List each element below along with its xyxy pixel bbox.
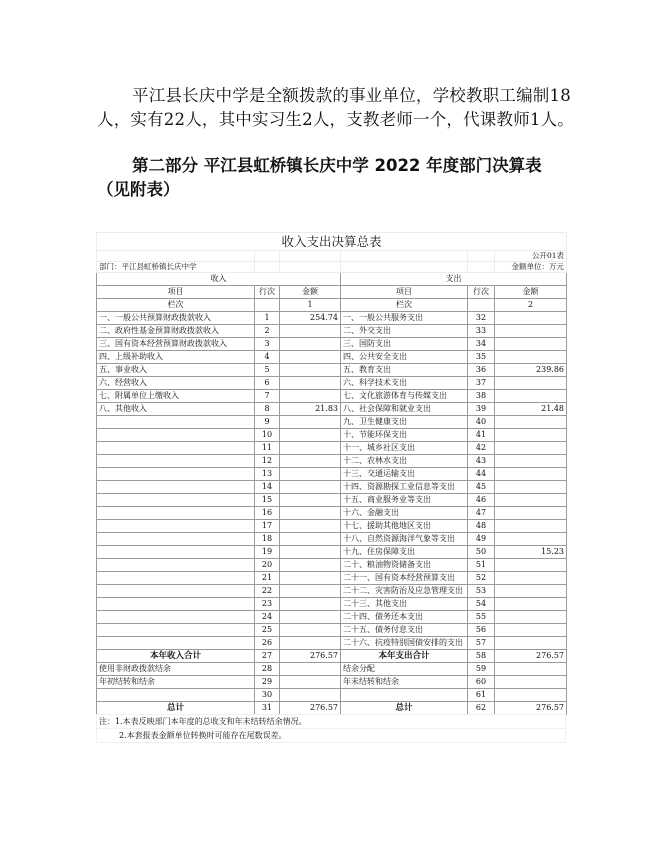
expense-item: 五、教育支出 bbox=[341, 364, 468, 377]
table-row bbox=[97, 442, 567, 455]
expense-amount bbox=[495, 312, 567, 325]
expense-item: 一、一般公共服务支出 bbox=[341, 312, 468, 325]
income-row-number: 16 bbox=[255, 507, 280, 520]
note-1: 注：1.本表反映部门本年度的总收支和年末结转结余情况。 bbox=[97, 715, 566, 729]
income-row-number: 23 bbox=[255, 598, 280, 611]
expense-row-number: 43 bbox=[468, 455, 495, 468]
income-amount bbox=[280, 559, 341, 572]
income-item: 使用非财政拨款结余 bbox=[97, 663, 255, 676]
expense-lanci: 栏次 bbox=[341, 299, 468, 312]
income-row-number: 31 bbox=[255, 702, 280, 715]
expense-row-number: 44 bbox=[468, 468, 495, 481]
expense-row-number: 60 bbox=[468, 676, 495, 689]
table-row bbox=[97, 689, 567, 702]
income-amount: 276.57 bbox=[280, 702, 341, 715]
income-row-number: 27 bbox=[255, 650, 280, 663]
income-row-number: 22 bbox=[255, 585, 280, 598]
income-expense-summary-table bbox=[96, 232, 566, 743]
income-amount bbox=[280, 533, 341, 546]
income-amount bbox=[280, 377, 341, 390]
income-amount bbox=[280, 416, 341, 429]
income-row-number: 3 bbox=[255, 338, 280, 351]
expense-col-row: 行次 bbox=[468, 286, 495, 299]
income-amount bbox=[280, 676, 341, 689]
income-amount bbox=[280, 364, 341, 377]
expense-amount: 15.23 bbox=[495, 546, 567, 559]
income-amount bbox=[280, 611, 341, 624]
expense-amount bbox=[495, 325, 567, 338]
income-item bbox=[97, 520, 255, 533]
expense-amount bbox=[495, 533, 567, 546]
expense-amount bbox=[495, 624, 567, 637]
section-heading bbox=[97, 154, 577, 202]
section-heading-line2: （见附表） bbox=[97, 180, 180, 199]
income-item bbox=[97, 559, 255, 572]
income-row-number: 7 bbox=[255, 390, 280, 403]
table-row bbox=[97, 624, 567, 637]
income-item bbox=[97, 533, 255, 546]
expense-row-number: 47 bbox=[468, 507, 495, 520]
table-row bbox=[97, 364, 567, 377]
income-amount bbox=[280, 455, 341, 468]
expense-row-number: 48 bbox=[468, 520, 495, 533]
income-row-number: 24 bbox=[255, 611, 280, 624]
income-amount bbox=[280, 572, 341, 585]
income-item bbox=[97, 455, 255, 468]
table-row bbox=[97, 416, 567, 429]
subtotal-row bbox=[97, 650, 567, 663]
income-item bbox=[97, 598, 255, 611]
expense-row-number: 50 bbox=[468, 546, 495, 559]
income-row-number: 20 bbox=[255, 559, 280, 572]
expense-amount bbox=[495, 572, 567, 585]
expense-amount bbox=[495, 468, 567, 481]
expense-amount bbox=[495, 442, 567, 455]
table-row bbox=[97, 585, 567, 598]
expense-amount bbox=[495, 507, 567, 520]
table-row bbox=[97, 390, 567, 403]
expense-item: 十七、援助其他地区支出 bbox=[341, 520, 468, 533]
expense-item: 二十四、债务还本支出 bbox=[341, 611, 468, 624]
income-item bbox=[97, 468, 255, 481]
income-row-number: 4 bbox=[255, 351, 280, 364]
income-amount bbox=[280, 338, 341, 351]
expense-amount bbox=[495, 494, 567, 507]
expense-amount: 239.86 bbox=[495, 364, 567, 377]
income-col-number: 1 bbox=[280, 299, 341, 312]
income-row-number: 10 bbox=[255, 429, 280, 442]
income-item bbox=[97, 585, 255, 598]
expense-item: 年末结转和结余 bbox=[341, 676, 468, 689]
income-col-row: 行次 bbox=[255, 286, 280, 299]
expense-row-number: 36 bbox=[468, 364, 495, 377]
expense-item: 本年支出合计 bbox=[341, 650, 468, 663]
income-row-number: 28 bbox=[255, 663, 280, 676]
table-row bbox=[97, 637, 567, 650]
income-item: 六、经营收入 bbox=[97, 377, 255, 390]
expense-item: 二十五、债务付息支出 bbox=[341, 624, 468, 637]
expense-item: 六、科学技术支出 bbox=[341, 377, 468, 390]
table-title: 收入支出决算总表 bbox=[97, 233, 567, 251]
income-amount bbox=[280, 442, 341, 455]
intro-paragraph: 平江县长庆中学是全额拨款的事业单位，学校教职工编制18人，实有22人，其中实习生2人，支教老师一个，代课教师1人。 bbox=[97, 86, 574, 129]
expense-amount bbox=[495, 689, 567, 702]
income-amount bbox=[280, 390, 341, 403]
expense-item: 二十一、国有资本经营预算支出 bbox=[341, 572, 468, 585]
expense-amount bbox=[495, 351, 567, 364]
expense-row-number: 59 bbox=[468, 663, 495, 676]
income-item bbox=[97, 546, 255, 559]
income-amount bbox=[280, 624, 341, 637]
expense-row-number: 49 bbox=[468, 533, 495, 546]
expense-amount bbox=[495, 481, 567, 494]
expense-amount bbox=[495, 390, 567, 403]
expense-row-number: 32 bbox=[468, 312, 495, 325]
income-row-number: 25 bbox=[255, 624, 280, 637]
table-row bbox=[97, 377, 567, 390]
income-item: 八、其他收入 bbox=[97, 403, 255, 416]
income-amount: 254.74 bbox=[280, 312, 341, 325]
income-header: 收入 bbox=[97, 273, 341, 286]
expense-item: 十二、农林水支出 bbox=[341, 455, 468, 468]
expense-col-amount: 金额 bbox=[495, 286, 567, 299]
table-row bbox=[97, 455, 567, 468]
income-item: 总计 bbox=[97, 702, 255, 715]
expense-item: 九、卫生健康支出 bbox=[341, 416, 468, 429]
income-amount bbox=[280, 351, 341, 364]
table-row bbox=[97, 663, 567, 676]
expense-row-number: 45 bbox=[468, 481, 495, 494]
expense-item bbox=[341, 689, 468, 702]
expense-row-number: 40 bbox=[468, 416, 495, 429]
expense-amount bbox=[495, 663, 567, 676]
expense-amount: 21.48 bbox=[495, 403, 567, 416]
expense-amount bbox=[495, 676, 567, 689]
income-row-number: 14 bbox=[255, 481, 280, 494]
table-row bbox=[97, 468, 567, 481]
income-amount bbox=[280, 468, 341, 481]
table-row bbox=[97, 312, 567, 325]
income-lanci: 栏次 bbox=[97, 299, 255, 312]
table-row bbox=[97, 429, 567, 442]
expense-item: 八、社会保障和就业支出 bbox=[341, 403, 468, 416]
income-amount bbox=[280, 546, 341, 559]
income-amount bbox=[280, 520, 341, 533]
income-item bbox=[97, 494, 255, 507]
expense-item: 七、文化旅游体育与传媒支出 bbox=[341, 390, 468, 403]
income-item: 年初结转和结余 bbox=[97, 676, 255, 689]
expense-amount bbox=[495, 598, 567, 611]
expense-amount bbox=[495, 377, 567, 390]
expense-item: 四、公共安全支出 bbox=[341, 351, 468, 364]
table-row bbox=[97, 494, 567, 507]
income-row-number: 26 bbox=[255, 637, 280, 650]
table-row bbox=[97, 481, 567, 494]
expense-row-number: 54 bbox=[468, 598, 495, 611]
expense-item: 十六、金融支出 bbox=[341, 507, 468, 520]
income-row-number: 12 bbox=[255, 455, 280, 468]
income-item bbox=[97, 624, 255, 637]
expense-row-number: 35 bbox=[468, 351, 495, 364]
income-col-amount: 金额 bbox=[280, 286, 341, 299]
expense-row-number: 41 bbox=[468, 429, 495, 442]
income-amount: 21.83 bbox=[280, 403, 341, 416]
expense-item: 十四、资源勘探工业信息等支出 bbox=[341, 481, 468, 494]
income-item: 本年收入合计 bbox=[97, 650, 255, 663]
table-row bbox=[97, 676, 567, 689]
expense-row-number: 52 bbox=[468, 572, 495, 585]
unit-label: 金额单位：万元 bbox=[495, 262, 567, 273]
income-item bbox=[97, 442, 255, 455]
income-row-number: 8 bbox=[255, 403, 280, 416]
expense-row-number: 39 bbox=[468, 403, 495, 416]
expense-row-number: 55 bbox=[468, 611, 495, 624]
income-amount: 276.57 bbox=[280, 650, 341, 663]
table-row bbox=[97, 598, 567, 611]
income-row-number: 9 bbox=[255, 416, 280, 429]
expense-amount bbox=[495, 455, 567, 468]
income-item: 三、国有资本经营预算财政拨款收入 bbox=[97, 338, 255, 351]
expense-item: 三、国防支出 bbox=[341, 338, 468, 351]
expense-amount bbox=[495, 338, 567, 351]
income-item bbox=[97, 507, 255, 520]
expense-amount bbox=[495, 520, 567, 533]
income-item bbox=[97, 611, 255, 624]
income-row-number: 19 bbox=[255, 546, 280, 559]
income-amount bbox=[280, 325, 341, 338]
expense-row-number: 62 bbox=[468, 702, 495, 715]
income-item bbox=[97, 689, 255, 702]
income-row-number: 11 bbox=[255, 442, 280, 455]
expense-row-number: 53 bbox=[468, 585, 495, 598]
table-row bbox=[97, 546, 567, 559]
note-2: 2.本套报表金额单位转换时可能存在尾数误差。 bbox=[97, 729, 566, 743]
income-amount bbox=[280, 494, 341, 507]
income-amount bbox=[280, 663, 341, 676]
expense-amount bbox=[495, 585, 567, 598]
expense-item: 总计 bbox=[341, 702, 468, 715]
expense-row-number: 37 bbox=[468, 377, 495, 390]
income-item bbox=[97, 429, 255, 442]
expense-row-number: 42 bbox=[468, 442, 495, 455]
expense-item: 十八、自然资源海洋气象等支出 bbox=[341, 533, 468, 546]
department-label: 部门：平江县虹桥镇长庆中学 bbox=[97, 262, 255, 273]
income-row-number: 30 bbox=[255, 689, 280, 702]
income-col-item: 项目 bbox=[97, 286, 255, 299]
income-amount bbox=[280, 585, 341, 598]
income-row-number: 2 bbox=[255, 325, 280, 338]
expense-item: 十三、交通运输支出 bbox=[341, 468, 468, 481]
income-item bbox=[97, 572, 255, 585]
income-amount bbox=[280, 507, 341, 520]
expense-header: 支出 bbox=[341, 273, 567, 286]
expense-row-number: 58 bbox=[468, 650, 495, 663]
table-row bbox=[97, 533, 567, 546]
income-item: 四、上级补助收入 bbox=[97, 351, 255, 364]
income-row-number: 6 bbox=[255, 377, 280, 390]
expense-row-number: 33 bbox=[468, 325, 495, 338]
expense-item: 十九、住房保障支出 bbox=[341, 546, 468, 559]
expense-amount bbox=[495, 429, 567, 442]
income-amount bbox=[280, 637, 341, 650]
table-row bbox=[97, 559, 567, 572]
income-item bbox=[97, 637, 255, 650]
income-amount bbox=[280, 481, 341, 494]
table-row bbox=[97, 338, 567, 351]
expense-item: 结余分配 bbox=[341, 663, 468, 676]
total-row bbox=[97, 702, 567, 715]
income-row-number: 17 bbox=[255, 520, 280, 533]
table-row bbox=[97, 611, 567, 624]
income-item bbox=[97, 416, 255, 429]
table-row bbox=[97, 572, 567, 585]
income-row-number: 18 bbox=[255, 533, 280, 546]
income-amount bbox=[280, 429, 341, 442]
expense-item: 十、节能环保支出 bbox=[341, 429, 468, 442]
income-row-number: 1 bbox=[255, 312, 280, 325]
expense-amount bbox=[495, 559, 567, 572]
expense-item: 二十、粮油物资储备支出 bbox=[341, 559, 468, 572]
expense-amount: 276.57 bbox=[495, 650, 567, 663]
expense-item: 二十二、灾害防治及应急管理支出 bbox=[341, 585, 468, 598]
expense-row-number: 46 bbox=[468, 494, 495, 507]
expense-amount bbox=[495, 637, 567, 650]
expense-item: 十五、商业服务业等支出 bbox=[341, 494, 468, 507]
expense-item: 二、外交支出 bbox=[341, 325, 468, 338]
income-row-number: 15 bbox=[255, 494, 280, 507]
expense-row-number: 56 bbox=[468, 624, 495, 637]
table-row bbox=[97, 351, 567, 364]
section-heading-line1: 第二部分 平江县虹桥镇长庆中学 2022 年度部门决算表 bbox=[132, 156, 542, 175]
table-row bbox=[97, 507, 567, 520]
income-row-number: 13 bbox=[255, 468, 280, 481]
table-row bbox=[97, 520, 567, 533]
expense-row-number: 34 bbox=[468, 338, 495, 351]
form-number: 公开01表 bbox=[495, 251, 567, 262]
income-amount bbox=[280, 689, 341, 702]
income-item: 七、附属单位上缴收入 bbox=[97, 390, 255, 403]
income-row-number: 5 bbox=[255, 364, 280, 377]
expense-amount bbox=[495, 611, 567, 624]
expense-row-number: 61 bbox=[468, 689, 495, 702]
expense-amount: 276.57 bbox=[495, 702, 567, 715]
income-item: 一、一般公共预算财政拨款收入 bbox=[97, 312, 255, 325]
income-item bbox=[97, 481, 255, 494]
expense-row-number: 51 bbox=[468, 559, 495, 572]
income-row-number: 29 bbox=[255, 676, 280, 689]
expense-row-number: 38 bbox=[468, 390, 495, 403]
expense-amount bbox=[495, 416, 567, 429]
expense-row-number: 57 bbox=[468, 637, 495, 650]
expense-item: 二十六、抗疫特别国债安排的支出 bbox=[341, 637, 468, 650]
table-row bbox=[97, 403, 567, 416]
expense-col-item: 项目 bbox=[341, 286, 468, 299]
income-item: 二、政府性基金预算财政拨款收入 bbox=[97, 325, 255, 338]
income-row-number: 21 bbox=[255, 572, 280, 585]
expense-col-number: 2 bbox=[495, 299, 567, 312]
table-row bbox=[97, 325, 567, 338]
expense-item: 二十三、其他支出 bbox=[341, 598, 468, 611]
expense-item: 十一、城乡社区支出 bbox=[341, 442, 468, 455]
income-item: 五、事业收入 bbox=[97, 364, 255, 377]
income-amount bbox=[280, 598, 341, 611]
